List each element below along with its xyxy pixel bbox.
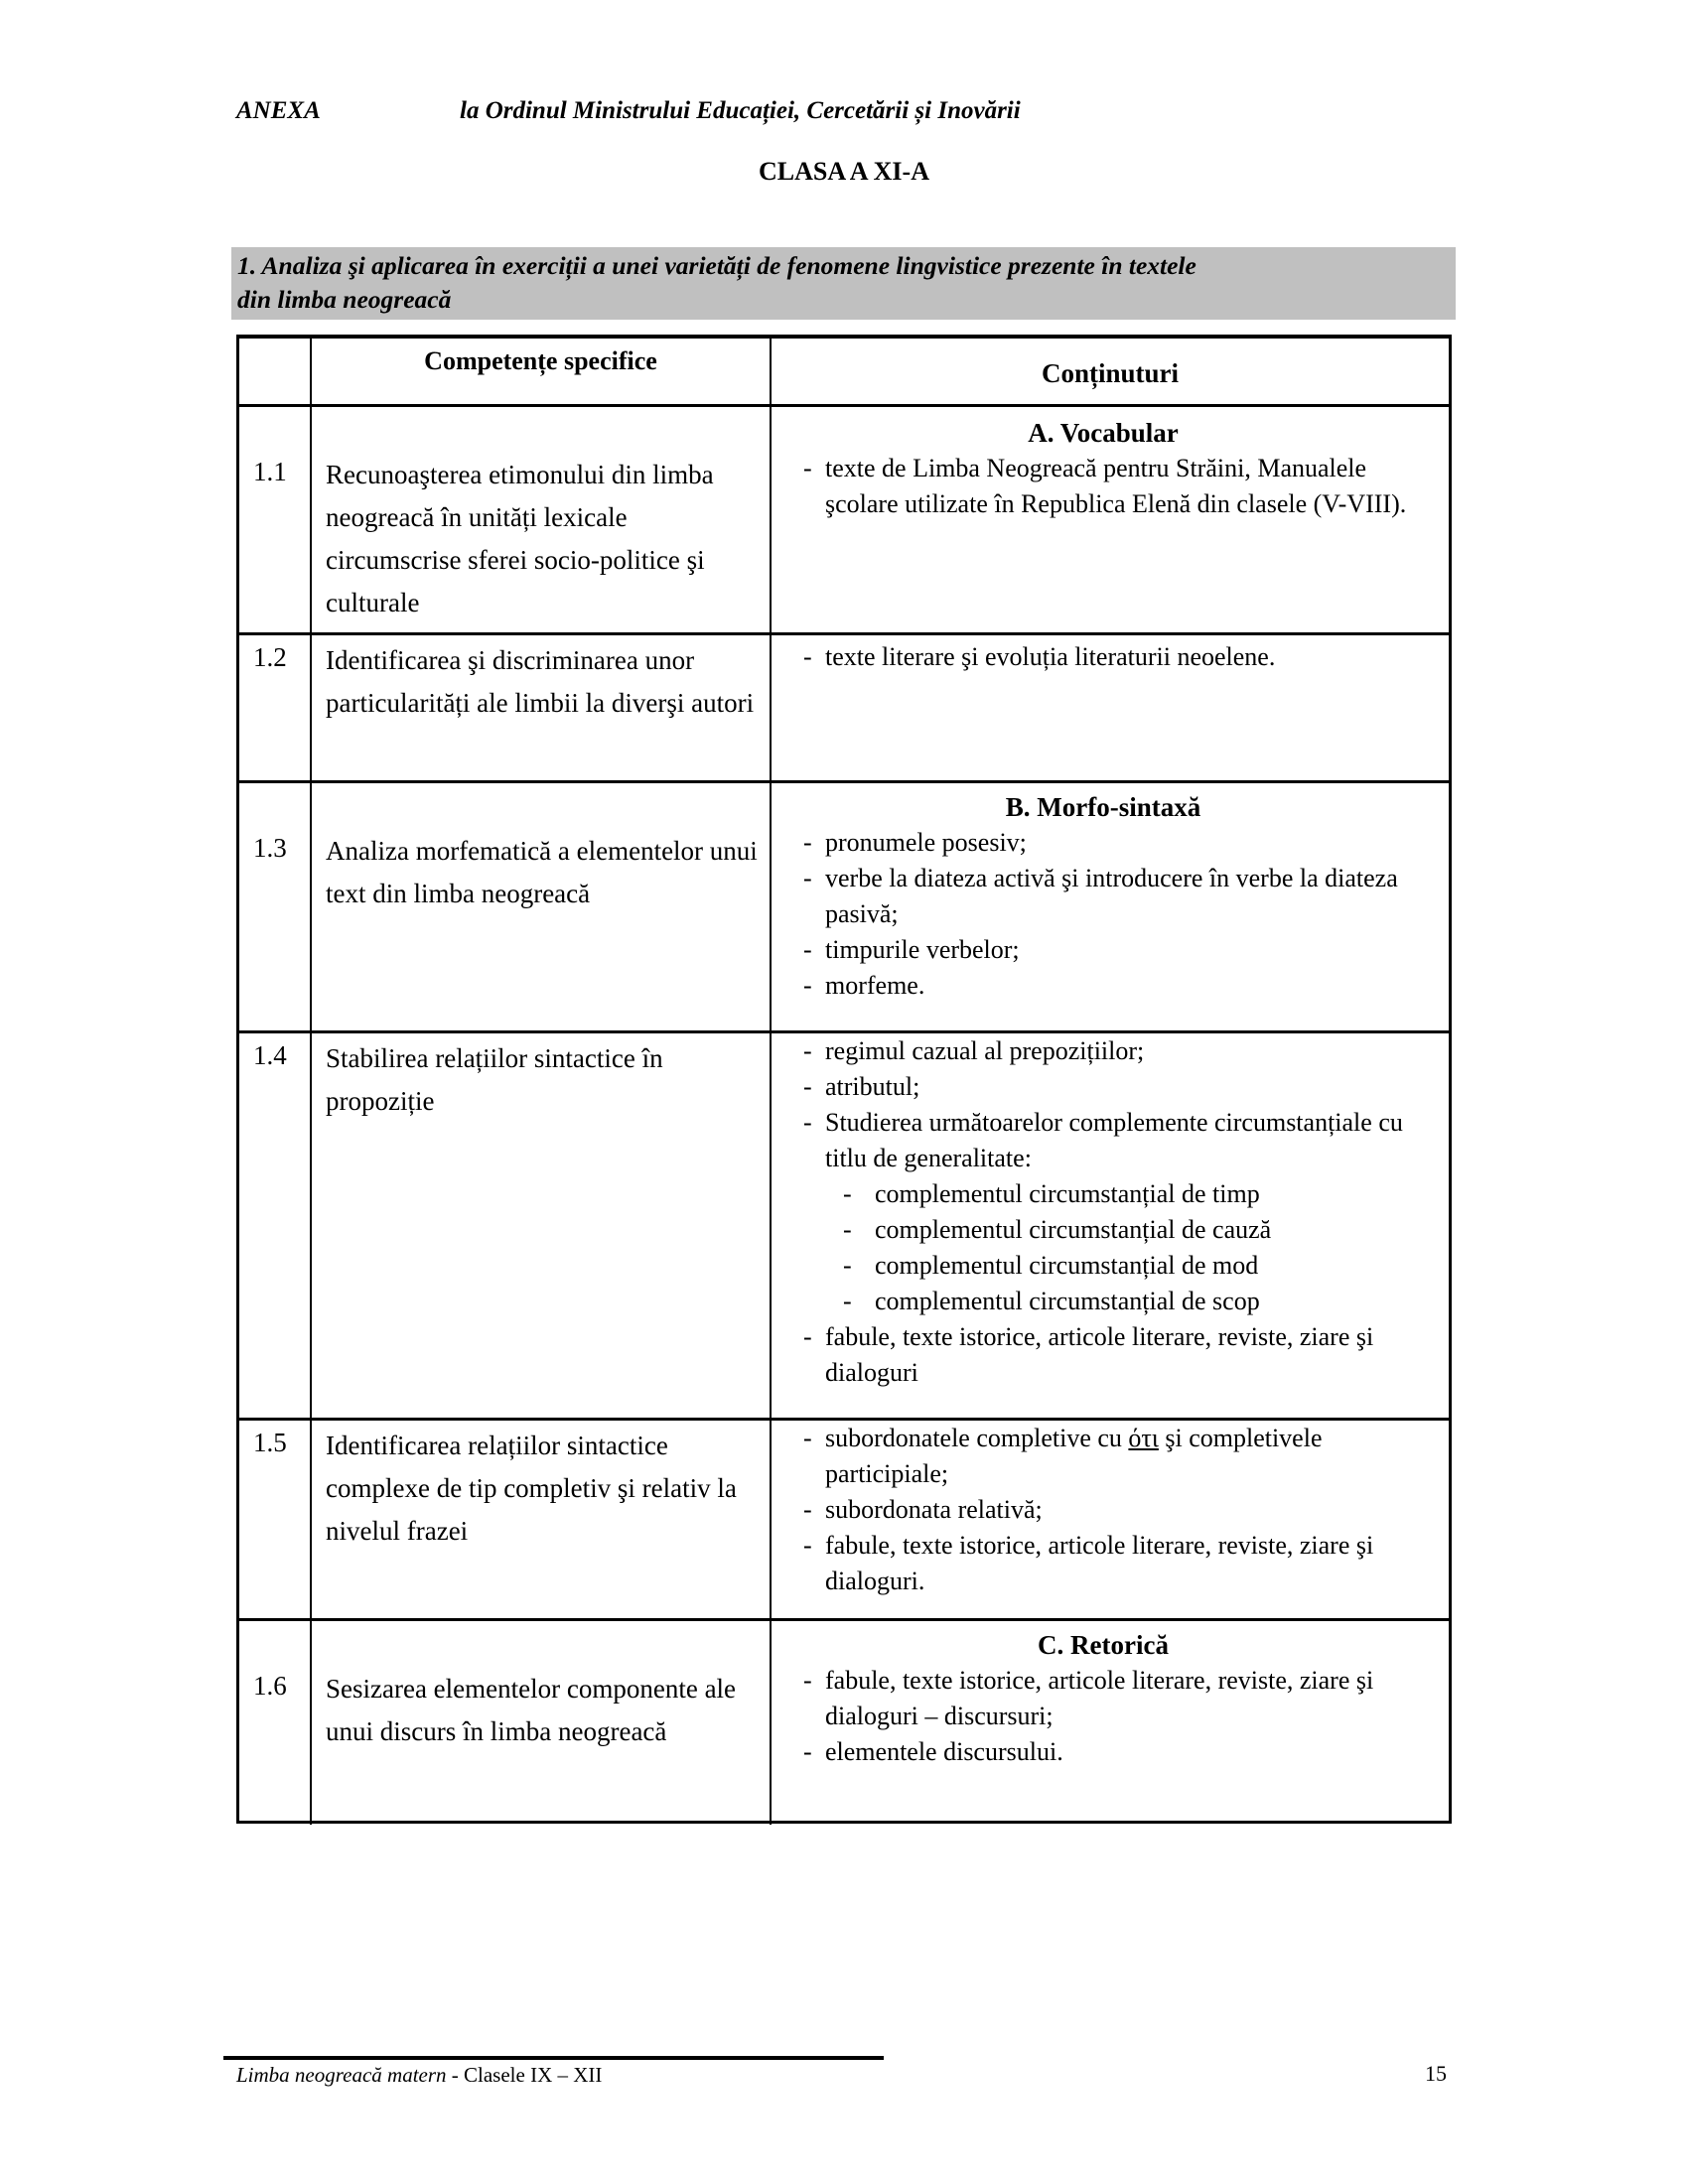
competence-cell bbox=[312, 783, 772, 1030]
list-item-text: complementul circumstanțial de scop bbox=[875, 1287, 1260, 1315]
list-item bbox=[801, 1421, 1435, 1492]
list-item-text: verbe la diateza activă şi introducere în verbe la diateza pasivă; bbox=[825, 864, 1398, 928]
competence-cell bbox=[312, 1033, 772, 1418]
competence-number: 1.6 bbox=[253, 1671, 287, 1701]
sub-list-item bbox=[801, 1176, 1435, 1212]
bullet-dash: - bbox=[803, 828, 812, 857]
list-item bbox=[801, 1663, 1435, 1734]
sub-list-item bbox=[801, 1212, 1435, 1248]
list-item-text: texte literare şi evoluția literaturii neoelene. bbox=[825, 642, 1276, 671]
number-cell bbox=[239, 407, 312, 632]
list-item-text: texte de Limba Neogreacă pentru Străini, Manualele şcolare utilizate în Republica Elenă din clasele (V-VIII). bbox=[825, 454, 1407, 518]
competence-cell bbox=[312, 1621, 772, 1825]
list-item bbox=[801, 1319, 1435, 1391]
list-item-text: elementele discursului. bbox=[825, 1737, 1063, 1766]
competence-number: 1.4 bbox=[253, 1040, 287, 1070]
number-cell bbox=[239, 1033, 312, 1418]
number-cell bbox=[239, 635, 312, 780]
list-item-text: complementul circumstanțial de mod bbox=[875, 1251, 1259, 1280]
bullet-dash: - bbox=[803, 1531, 812, 1560]
competence-cell bbox=[312, 407, 772, 632]
contents-cell bbox=[772, 1621, 1449, 1825]
list-item bbox=[801, 1105, 1435, 1176]
bullet-dash: - bbox=[803, 1495, 812, 1524]
competence-text: Recunoaşterea etimonului din limba neogreacă în unități lexicale circumscrise sferei socio-politice şi culturale bbox=[326, 460, 714, 617]
section-heading bbox=[231, 247, 1456, 320]
competence-text: Identificarea şi discriminarea unor particularități ale limbii la diverşi autori bbox=[326, 645, 755, 718]
table-row bbox=[239, 783, 1449, 1033]
bullet-dash: - bbox=[803, 864, 812, 892]
subheading-morfo-sintaxa: B. Morfo-sintaxă bbox=[1005, 792, 1201, 822]
list-item bbox=[801, 968, 1435, 1004]
table-row bbox=[239, 635, 1449, 783]
footer-title-italic: Limba neogreacă matern bbox=[236, 2063, 447, 2087]
list-item-text: subordonata relativă; bbox=[825, 1495, 1043, 1524]
footer-divider bbox=[223, 2056, 884, 2060]
list-item bbox=[801, 825, 1435, 861]
bullet-dash: - bbox=[843, 1287, 852, 1315]
bullet-dash: - bbox=[803, 1036, 812, 1065]
list-item bbox=[801, 932, 1435, 968]
column-header-contents: Conținuturi bbox=[1041, 358, 1180, 388]
competence-number: 1.5 bbox=[253, 1428, 287, 1457]
sub-list-item bbox=[801, 1284, 1435, 1319]
list-item-text: pronumele posesiv; bbox=[825, 828, 1027, 857]
list-item-text: Studierea următoarelor complemente circumstanțiale cu titlu de generalitate: bbox=[825, 1108, 1403, 1172]
competence-text: Sesizarea elementelor componente ale unui discurs în limba neogreacă bbox=[326, 1674, 737, 1746]
bullet-dash: - bbox=[803, 971, 812, 1000]
list-item bbox=[801, 451, 1435, 522]
section-heading-line-1: 1. Analiza şi aplicarea în exerciții a unei varietăți de fenomene lingvistice prezente în textele bbox=[237, 251, 1196, 280]
number-cell bbox=[239, 783, 312, 1030]
list-item-text: fabule, texte istorice, articole literare, reviste, ziare şi dialoguri bbox=[825, 1322, 1374, 1387]
bullet-dash: - bbox=[803, 935, 812, 964]
contents-cell bbox=[772, 783, 1449, 1030]
footer-title bbox=[236, 2063, 602, 2088]
list-item-text: fabule, texte istorice, articole literare, reviste, ziare şi dialoguri – discursuri; bbox=[825, 1666, 1374, 1730]
contents-cell bbox=[772, 1033, 1449, 1418]
competence-cell bbox=[312, 1421, 772, 1618]
list-item bbox=[801, 1033, 1435, 1069]
list-item-text: regimul cazual al prepozițiilor; bbox=[825, 1036, 1145, 1065]
footer-title-rest: - Clasele IX – XII bbox=[446, 2063, 603, 2087]
column-header-competences: Competențe specifice bbox=[424, 346, 657, 375]
bullet-dash: - bbox=[803, 642, 812, 671]
list-item bbox=[801, 1528, 1435, 1599]
bullet-dash: - bbox=[803, 1666, 812, 1695]
list-item bbox=[801, 1734, 1435, 1770]
list-item-text: şi completivele participiale; bbox=[825, 1424, 1323, 1488]
contents-cell bbox=[772, 407, 1449, 632]
header-cell-competences bbox=[312, 339, 772, 404]
table-row bbox=[239, 1621, 1449, 1825]
competence-number: 1.2 bbox=[253, 642, 287, 672]
greek-word-oti: ότι bbox=[1128, 1424, 1159, 1452]
header-cell-contents bbox=[772, 339, 1449, 404]
bullet-dash: - bbox=[843, 1179, 852, 1208]
contents-cell bbox=[772, 1421, 1449, 1618]
number-cell bbox=[239, 1621, 312, 1825]
table-row bbox=[239, 1421, 1449, 1621]
table-row bbox=[239, 407, 1449, 635]
competences-table bbox=[236, 335, 1452, 1824]
bullet-dash: - bbox=[803, 1322, 812, 1351]
section-heading-line-2: din limba neogreacă bbox=[237, 285, 452, 314]
table-header-row bbox=[239, 339, 1449, 407]
header-cell-number bbox=[239, 339, 312, 404]
order-title: la Ordinul Ministrului Educației, Cercetării și Inovării bbox=[460, 97, 1021, 124]
list-item-text: morfeme. bbox=[825, 971, 925, 1000]
contents-cell bbox=[772, 635, 1449, 780]
bullet-dash: - bbox=[803, 1072, 812, 1101]
subheading-retorica: C. Retorică bbox=[1038, 1630, 1169, 1660]
competence-text: Stabilirea relațiilor sintactice în propoziție bbox=[326, 1043, 663, 1116]
competence-text: Identificarea relațiilor sintactice complexe de tip completiv şi relativ la nivelul frazei bbox=[326, 1431, 737, 1546]
bullet-dash: - bbox=[803, 1737, 812, 1766]
competence-text: Analiza morfematică a elementelor unui text din limba neogreacă bbox=[326, 836, 758, 908]
page-number: 15 bbox=[1425, 2061, 1447, 2086]
list-item-text: timpurile verbelor; bbox=[825, 935, 1020, 964]
competence-cell bbox=[312, 635, 772, 780]
list-item-text: subordonatele completive cu bbox=[825, 1424, 1129, 1452]
list-item bbox=[801, 1492, 1435, 1528]
list-item-text: atributul; bbox=[825, 1072, 920, 1101]
table-row bbox=[239, 1033, 1449, 1421]
number-cell bbox=[239, 1421, 312, 1618]
list-item bbox=[801, 639, 1435, 675]
list-item bbox=[801, 1069, 1435, 1105]
competence-number: 1.1 bbox=[253, 457, 287, 486]
class-title: CLASA A XI-A bbox=[759, 157, 929, 186]
subheading-vocabular: A. Vocabular bbox=[1028, 418, 1179, 448]
list-item bbox=[801, 861, 1435, 932]
sub-list-item bbox=[801, 1248, 1435, 1284]
bullet-dash: - bbox=[843, 1251, 852, 1280]
bullet-dash: - bbox=[803, 1108, 812, 1137]
list-item-text: fabule, texte istorice, articole literare, reviste, ziare şi dialoguri. bbox=[825, 1531, 1374, 1595]
list-item-text: complementul circumstanțial de timp bbox=[875, 1179, 1260, 1208]
list-item-text: complementul circumstanțial de cauză bbox=[875, 1215, 1272, 1244]
bullet-dash: - bbox=[803, 1424, 812, 1452]
bullet-dash: - bbox=[803, 454, 812, 482]
annex-label: ANEXA bbox=[236, 97, 321, 124]
competence-number: 1.3 bbox=[253, 833, 287, 863]
bullet-dash: - bbox=[843, 1215, 852, 1244]
